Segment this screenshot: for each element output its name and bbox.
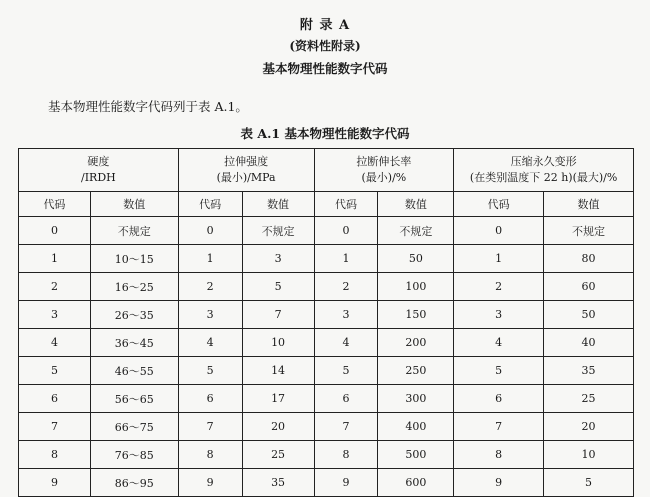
value-cell: 不规定 bbox=[90, 217, 178, 245]
value-cell: 100 bbox=[378, 273, 454, 301]
code-cell: 9 bbox=[454, 469, 544, 497]
value-cell: 35 bbox=[242, 469, 314, 497]
code-cell: 9 bbox=[19, 469, 91, 497]
code-cell: 8 bbox=[178, 441, 242, 469]
group-header-tensile-strength bbox=[178, 149, 314, 192]
sub-header-value: 数值 bbox=[90, 192, 178, 217]
code-cell: 4 bbox=[178, 329, 242, 357]
code-cell: 1 bbox=[178, 245, 242, 273]
value-cell: 17 bbox=[242, 385, 314, 413]
code-cell: 8 bbox=[19, 441, 91, 469]
code-cell: 2 bbox=[19, 273, 91, 301]
code-cell: 5 bbox=[178, 357, 242, 385]
code-cell: 3 bbox=[19, 301, 91, 329]
value-cell: 200 bbox=[378, 329, 454, 357]
code-cell: 2 bbox=[178, 273, 242, 301]
value-cell: 不规定 bbox=[544, 217, 634, 245]
value-cell: 300 bbox=[378, 385, 454, 413]
group-header-line1: 拉断伸长率 bbox=[356, 155, 412, 168]
value-cell: 7 bbox=[242, 301, 314, 329]
code-cell: 3 bbox=[314, 301, 378, 329]
value-cell: 3 bbox=[242, 245, 314, 273]
value-cell: 5 bbox=[242, 273, 314, 301]
physical-properties-table bbox=[18, 148, 634, 497]
code-cell: 7 bbox=[454, 413, 544, 441]
value-cell: 25 bbox=[544, 385, 634, 413]
intro-paragraph: 基本物理性能数字代码列于表 A.1。 bbox=[48, 99, 248, 114]
table-row bbox=[19, 273, 634, 301]
code-cell: 4 bbox=[454, 329, 544, 357]
table-row bbox=[19, 217, 634, 245]
group-header-line1: 硬度 bbox=[87, 155, 110, 168]
table-row bbox=[19, 441, 634, 469]
code-cell: 3 bbox=[454, 301, 544, 329]
table-row bbox=[19, 469, 634, 497]
table-row bbox=[19, 385, 634, 413]
code-cell: 6 bbox=[19, 385, 91, 413]
sub-header-value: 数值 bbox=[242, 192, 314, 217]
code-cell: 1 bbox=[314, 245, 378, 273]
code-cell: 8 bbox=[314, 441, 378, 469]
value-cell: 46～55 bbox=[90, 357, 178, 385]
code-cell: 0 bbox=[314, 217, 378, 245]
value-cell: 600 bbox=[378, 469, 454, 497]
value-cell: 56～65 bbox=[90, 385, 178, 413]
code-cell: 4 bbox=[19, 329, 91, 357]
value-cell: 5 bbox=[544, 469, 634, 497]
code-cell: 9 bbox=[314, 469, 378, 497]
code-cell: 2 bbox=[314, 273, 378, 301]
value-cell: 60 bbox=[544, 273, 634, 301]
annex-title: 附 录 A bbox=[299, 18, 351, 33]
code-cell: 5 bbox=[314, 357, 378, 385]
code-cell: 5 bbox=[454, 357, 544, 385]
value-cell: 14 bbox=[242, 357, 314, 385]
value-cell: 66～75 bbox=[90, 413, 178, 441]
annex-name: 基本物理性能数字代码 bbox=[262, 61, 388, 76]
code-cell: 2 bbox=[454, 273, 544, 301]
sub-header-code: 代码 bbox=[454, 192, 544, 217]
group-header-elongation bbox=[314, 149, 454, 192]
value-cell: 不规定 bbox=[242, 217, 314, 245]
value-cell: 76～85 bbox=[90, 441, 178, 469]
code-cell: 9 bbox=[178, 469, 242, 497]
value-cell: 50 bbox=[378, 245, 454, 273]
code-cell: 7 bbox=[19, 413, 91, 441]
group-header-line2: (最小)/MPa bbox=[216, 171, 276, 184]
value-cell: 26～35 bbox=[90, 301, 178, 329]
value-cell: 20 bbox=[242, 413, 314, 441]
value-cell: 250 bbox=[378, 357, 454, 385]
code-cell: 3 bbox=[178, 301, 242, 329]
sub-header-code: 代码 bbox=[178, 192, 242, 217]
value-cell: 40 bbox=[544, 329, 634, 357]
sub-header-value: 数值 bbox=[378, 192, 454, 217]
table-row bbox=[19, 329, 634, 357]
table-row bbox=[19, 413, 634, 441]
code-cell: 6 bbox=[314, 385, 378, 413]
code-cell: 1 bbox=[454, 245, 544, 273]
sub-header-row bbox=[19, 192, 634, 217]
group-header-line2: /IRDH bbox=[80, 171, 116, 184]
value-cell: 150 bbox=[378, 301, 454, 329]
table-row bbox=[19, 245, 634, 273]
sub-header-code: 代码 bbox=[314, 192, 378, 217]
code-cell: 4 bbox=[314, 329, 378, 357]
value-cell: 35 bbox=[544, 357, 634, 385]
value-cell: 20 bbox=[544, 413, 634, 441]
code-cell: 6 bbox=[178, 385, 242, 413]
annex-subtitle: (资料性附录) bbox=[289, 39, 361, 53]
value-cell: 36～45 bbox=[90, 329, 178, 357]
value-cell: 500 bbox=[378, 441, 454, 469]
value-cell: 10 bbox=[242, 329, 314, 357]
code-cell: 0 bbox=[19, 217, 91, 245]
table-row bbox=[19, 301, 634, 329]
group-header-row bbox=[19, 149, 634, 192]
value-cell: 16～25 bbox=[90, 273, 178, 301]
code-cell: 0 bbox=[178, 217, 242, 245]
table-body bbox=[19, 217, 634, 497]
code-cell: 7 bbox=[178, 413, 242, 441]
code-cell: 8 bbox=[454, 441, 544, 469]
code-cell: 6 bbox=[454, 385, 544, 413]
group-header-line2: (最小)/% bbox=[361, 171, 407, 184]
sub-header-value: 数值 bbox=[544, 192, 634, 217]
group-header-compression-set bbox=[454, 149, 634, 192]
group-header-hardness bbox=[19, 149, 179, 192]
value-cell: 10～15 bbox=[90, 245, 178, 273]
group-header-line2: (在类别温度下 22 h)(最大)/% bbox=[469, 171, 618, 184]
table-row bbox=[19, 357, 634, 385]
value-cell: 不规定 bbox=[378, 217, 454, 245]
table-title: 表 A.1 基本物理性能数字代码 bbox=[240, 126, 410, 141]
value-cell: 400 bbox=[378, 413, 454, 441]
group-header-line1: 压缩永久变形 bbox=[510, 155, 577, 168]
value-cell: 86～95 bbox=[90, 469, 178, 497]
group-header-line1: 拉伸强度 bbox=[224, 155, 269, 168]
value-cell: 25 bbox=[242, 441, 314, 469]
value-cell: 80 bbox=[544, 245, 634, 273]
value-cell: 50 bbox=[544, 301, 634, 329]
code-cell: 5 bbox=[19, 357, 91, 385]
sub-header-code: 代码 bbox=[19, 192, 91, 217]
value-cell: 10 bbox=[544, 441, 634, 469]
code-cell: 1 bbox=[19, 245, 91, 273]
code-cell: 7 bbox=[314, 413, 378, 441]
code-cell: 0 bbox=[454, 217, 544, 245]
